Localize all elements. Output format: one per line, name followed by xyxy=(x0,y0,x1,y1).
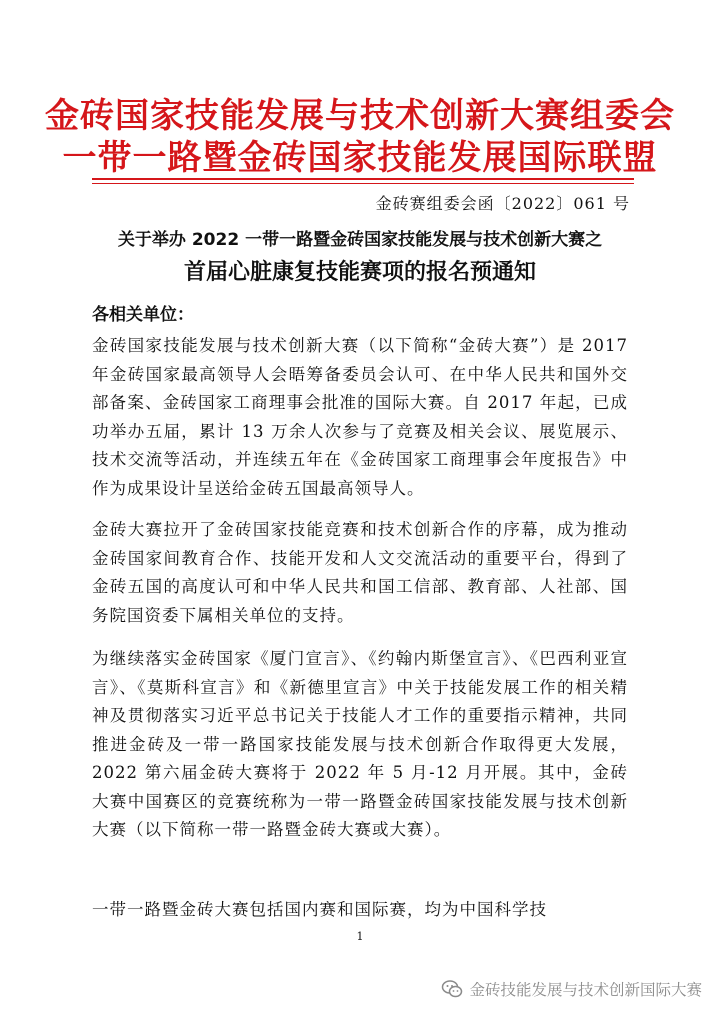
letterhead-line-2: 一带一路暨金砖国家技能发展国际联盟 xyxy=(62,138,658,178)
page-number: 1 xyxy=(356,930,364,943)
paragraph-1: 金砖国家技能发展与技术创新大赛（以下简称“金砖大赛”）是 2017 年金砖国家最高领导人会晤筹备委员会认可、在中华人民共和国外交部备案、金砖国家工商理事会批准的国际大赛。自 2017 年起，已成功举办五届，累计 13 万余人次参与了竞赛及相关会议、展览展示、技术交流等活动，并连续五年在《金砖国家工商理事会年度报告》中作为成果设计呈送给金砖五国最高领导人。 xyxy=(92,336,628,498)
title-line-1: 关于举办 2022 一带一路暨金砖国家技能发展与技术创新大赛之 xyxy=(117,230,603,250)
document-number: 金砖赛组委会函〔2022〕061 号 xyxy=(375,194,630,213)
paragraph-2: 金砖大赛拉开了金砖国家技能竞赛和技术创新合作的序幕，成为推动金砖国家间教育合作、技能开发和人文交流活动的重要平台，得到了金砖五国的高度认可和中华人民共和国工信部、教育部、人社部、国务院国资委下属相关单位的支持。 xyxy=(92,520,628,625)
wechat-icon xyxy=(441,979,463,999)
letterhead-rule-thin xyxy=(92,183,634,184)
paragraph-3: 为继续落实金砖国家《厦门宣言》、《约翰内斯堡宣言》、《巴西利亚宣言》、《莫斯科宣言》和《新德里宣言》中关于技能发展工作的相关精神及贯彻落实习近平总书记关于技能人才工作的重要指示精神，共同推进金砖及一带一路国家技能发展与技术创新合作取得更大发展，2022 第六届金砖大赛将于 2022 年 5 月-12 月开展。其中，金砖大赛中国赛区的竞赛统称为一带一路暨金砖国家技能发展与技术创新大赛（以下简称一带一路暨金砖大赛或大赛）。 xyxy=(92,649,628,839)
title-line-2: 首届心脏康复技能赛项的报名预通知 xyxy=(183,260,536,285)
salutation: 各相关单位： xyxy=(92,305,194,325)
paragraph-4: 一带一路暨金砖大赛包括国内赛和国际赛，均为中国科学技 xyxy=(92,900,547,919)
source-watermark xyxy=(441,976,702,1002)
letterhead-line-1: 金砖国家技能发展与技术创新大赛组委会 xyxy=(45,96,675,136)
watermark-text: 金砖技能发展与技术创新国际大赛 xyxy=(469,981,702,999)
letterhead-rule-thick xyxy=(92,178,634,180)
